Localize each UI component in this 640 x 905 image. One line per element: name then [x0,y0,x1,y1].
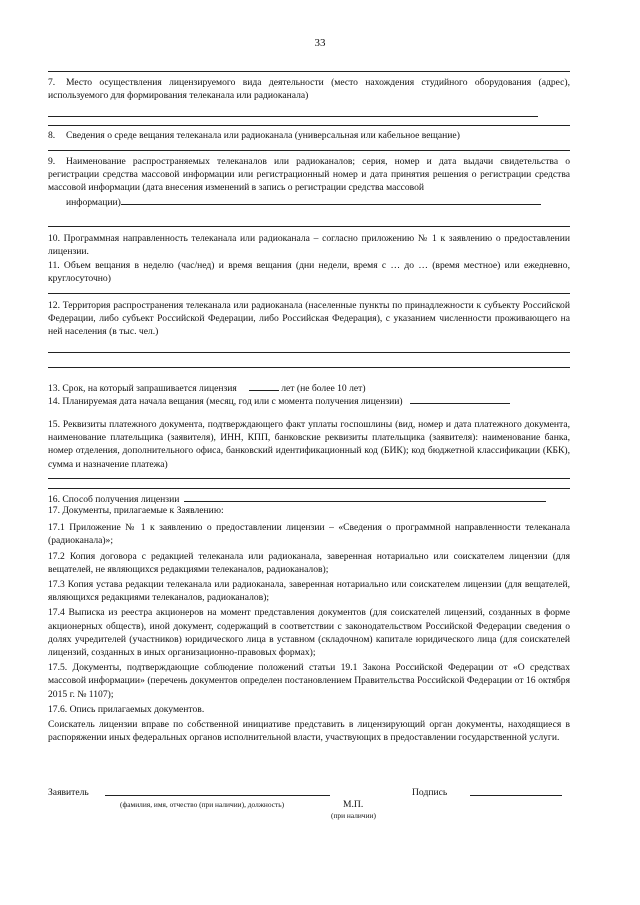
rule-item-9 [48,226,570,227]
rule-item-7-b [48,125,570,126]
rule-item-12-a [48,352,570,353]
item-17-4-text: 17.4 Выписка из реестра акционеров на момент представления документов (для соискателей лицензий, созданных в форме акционерных обществ), иной документ, содержащий в соответствии с законодательством Российской Федерации сведения о долях учредителей (участников) юридического лица в уставном (складочном) капитале юридического лица (для соискателей лицензий, созданных в иных организационно-правовых формах); [48,607,570,659]
item-15-text: 15. Реквизиты платежного документа, подтверждающего факт уплаты госпошлины (вид, номер и дата платежного документа, наименование плательщика (заявителя), ИНН, КПП, банковские реквизиты плательщика (заявителя): наименование банка, номер отделения, дополнительного офиса, банковский идентификационный код (БИК); код бюджетной классификации (КБК), сумма и назначение платежа) [48,419,570,470]
item-17 [48,504,570,744]
item-14-fill-line[interactable] [410,394,510,404]
signature-fill-line[interactable] [470,786,562,796]
closing-text: Соискатель лицензии вправе по собственной инициативе представить в лицензирующий орган документы, находящиеся в распоряжении иных федеральных органов исполнительной власти, участвующих в предоставлении государственной услуги. [48,719,570,744]
rule-item-8 [48,150,570,151]
applicant-fill-line[interactable] [105,786,330,796]
item-17-5-text: 17.5. Документы, подтверждающие соблюдение положений статьи 19.1 Закона Российской Федерации от «О средствах массовой информации» (перечень документов определен постановлением Правительства Российской Федерации от 16 октября 2015 г. № 1107); [48,662,570,700]
item-9-tail: информации) [66,196,121,208]
rule-item-12-b [48,367,570,368]
item-8-number: 8. [48,130,56,141]
item-7-number: 7. [48,77,56,88]
rule-item-7-a [48,116,538,117]
page-number: 33 [314,37,326,49]
item-17-2-text: 17.2 Копия договора с редакцией телеканала или радиоканала, заверенная нотариально или соискателем лицензии (для вещателей, не являющихся редакциями телеканалов, радиоканалов); [48,550,570,575]
rule-top [48,71,570,72]
item-14-text: 14. Планируемая дата начала вещания (месяц, год или с момента получения лицензии) [48,396,403,407]
item-17-6-text: 17.6. Опись прилагаемых документов. [48,703,205,715]
applicant-note: (фамилия, имя, отчество (при наличии), должность) [120,800,285,809]
item-13-fill-line[interactable] [249,381,279,391]
item-9 [48,155,570,209]
item-9-number: 9. [48,156,56,167]
item-9-fill-line[interactable] [121,195,541,205]
item-14 [48,394,570,408]
applicant-label: Заявитель [48,787,89,798]
item-16-text: 16. Способ получения лицензии [48,494,180,505]
stamp-label: М.П. [343,799,364,810]
item-10 [48,232,570,258]
rule-item-15-b [48,488,570,489]
item-12-text: 12. Территория распространения телеканала или радиоканала (населенные пункты по принадлежности к субъекту Российской Федерации, либо субъект Российской Федерации, либо Российская Федерация), с указанием численности проживающего на ней населения (в тыс. чел.) [48,300,570,338]
item-16-fill-line[interactable] [184,492,546,502]
item-7 [48,76,570,102]
item-8-text: Сведения о среде вещания телеканала или радиоканала (универсальная или кабельное вещание) [66,130,460,141]
item-13-suffix: лет (не более 10 лет) [281,383,366,394]
item-10-text: 10. Программная направленность телеканала или радиоканала – согласно приложению № 1 к заявлению о предоставлении лицензии. [48,233,570,258]
item-11-text: 11. Объем вещания в неделю (час/нед) и время вещания (дни недели, время с … до … (время местное) или ежедневно, круглосуточно) [48,260,570,285]
item-8 [48,129,570,142]
rule-item-15-a [48,478,570,479]
item-9-text: Наименование распространяемых телеканалов или радиоканалов; серия, номер и дата выдачи свидетельства о регистрации средства массовой информации или регистрационный номер и дата принятия решения о регистрации средства массовой информации (дата внесения изменений в запись о регистрации средства массовой [48,156,570,194]
item-12 [48,299,570,339]
stamp-note: (при наличии) [331,811,376,820]
item-7-text: Место осуществления лицензируемого вида деятельности (место нахождения студийного оборудования (адрес), используемого для формирования телеканала или радиоканала) [48,77,570,102]
signature-label: Подпись [412,787,448,798]
item-13-text: 13. Срок, на который запрашивается лицензия [48,383,237,394]
rule-item-11 [48,293,570,294]
item-17-text: 17. Документы, прилагаемые к Заявлению: [48,505,224,516]
item-17-1-text: 17.1 Приложение № 1 к заявлению о предоставлении лицензии – «Сведения о программной направленности телеканала (радиоканала)»; [48,522,570,547]
item-17-3-text: 17.3 Копия устава редакции телеканала или радиоканала, заверенная нотариально или соискателем лицензии (для вещателей, являющихся редакциями телеканалов, радиоканалов); [48,579,570,604]
item-11 [48,259,570,285]
item-15 [48,418,570,471]
